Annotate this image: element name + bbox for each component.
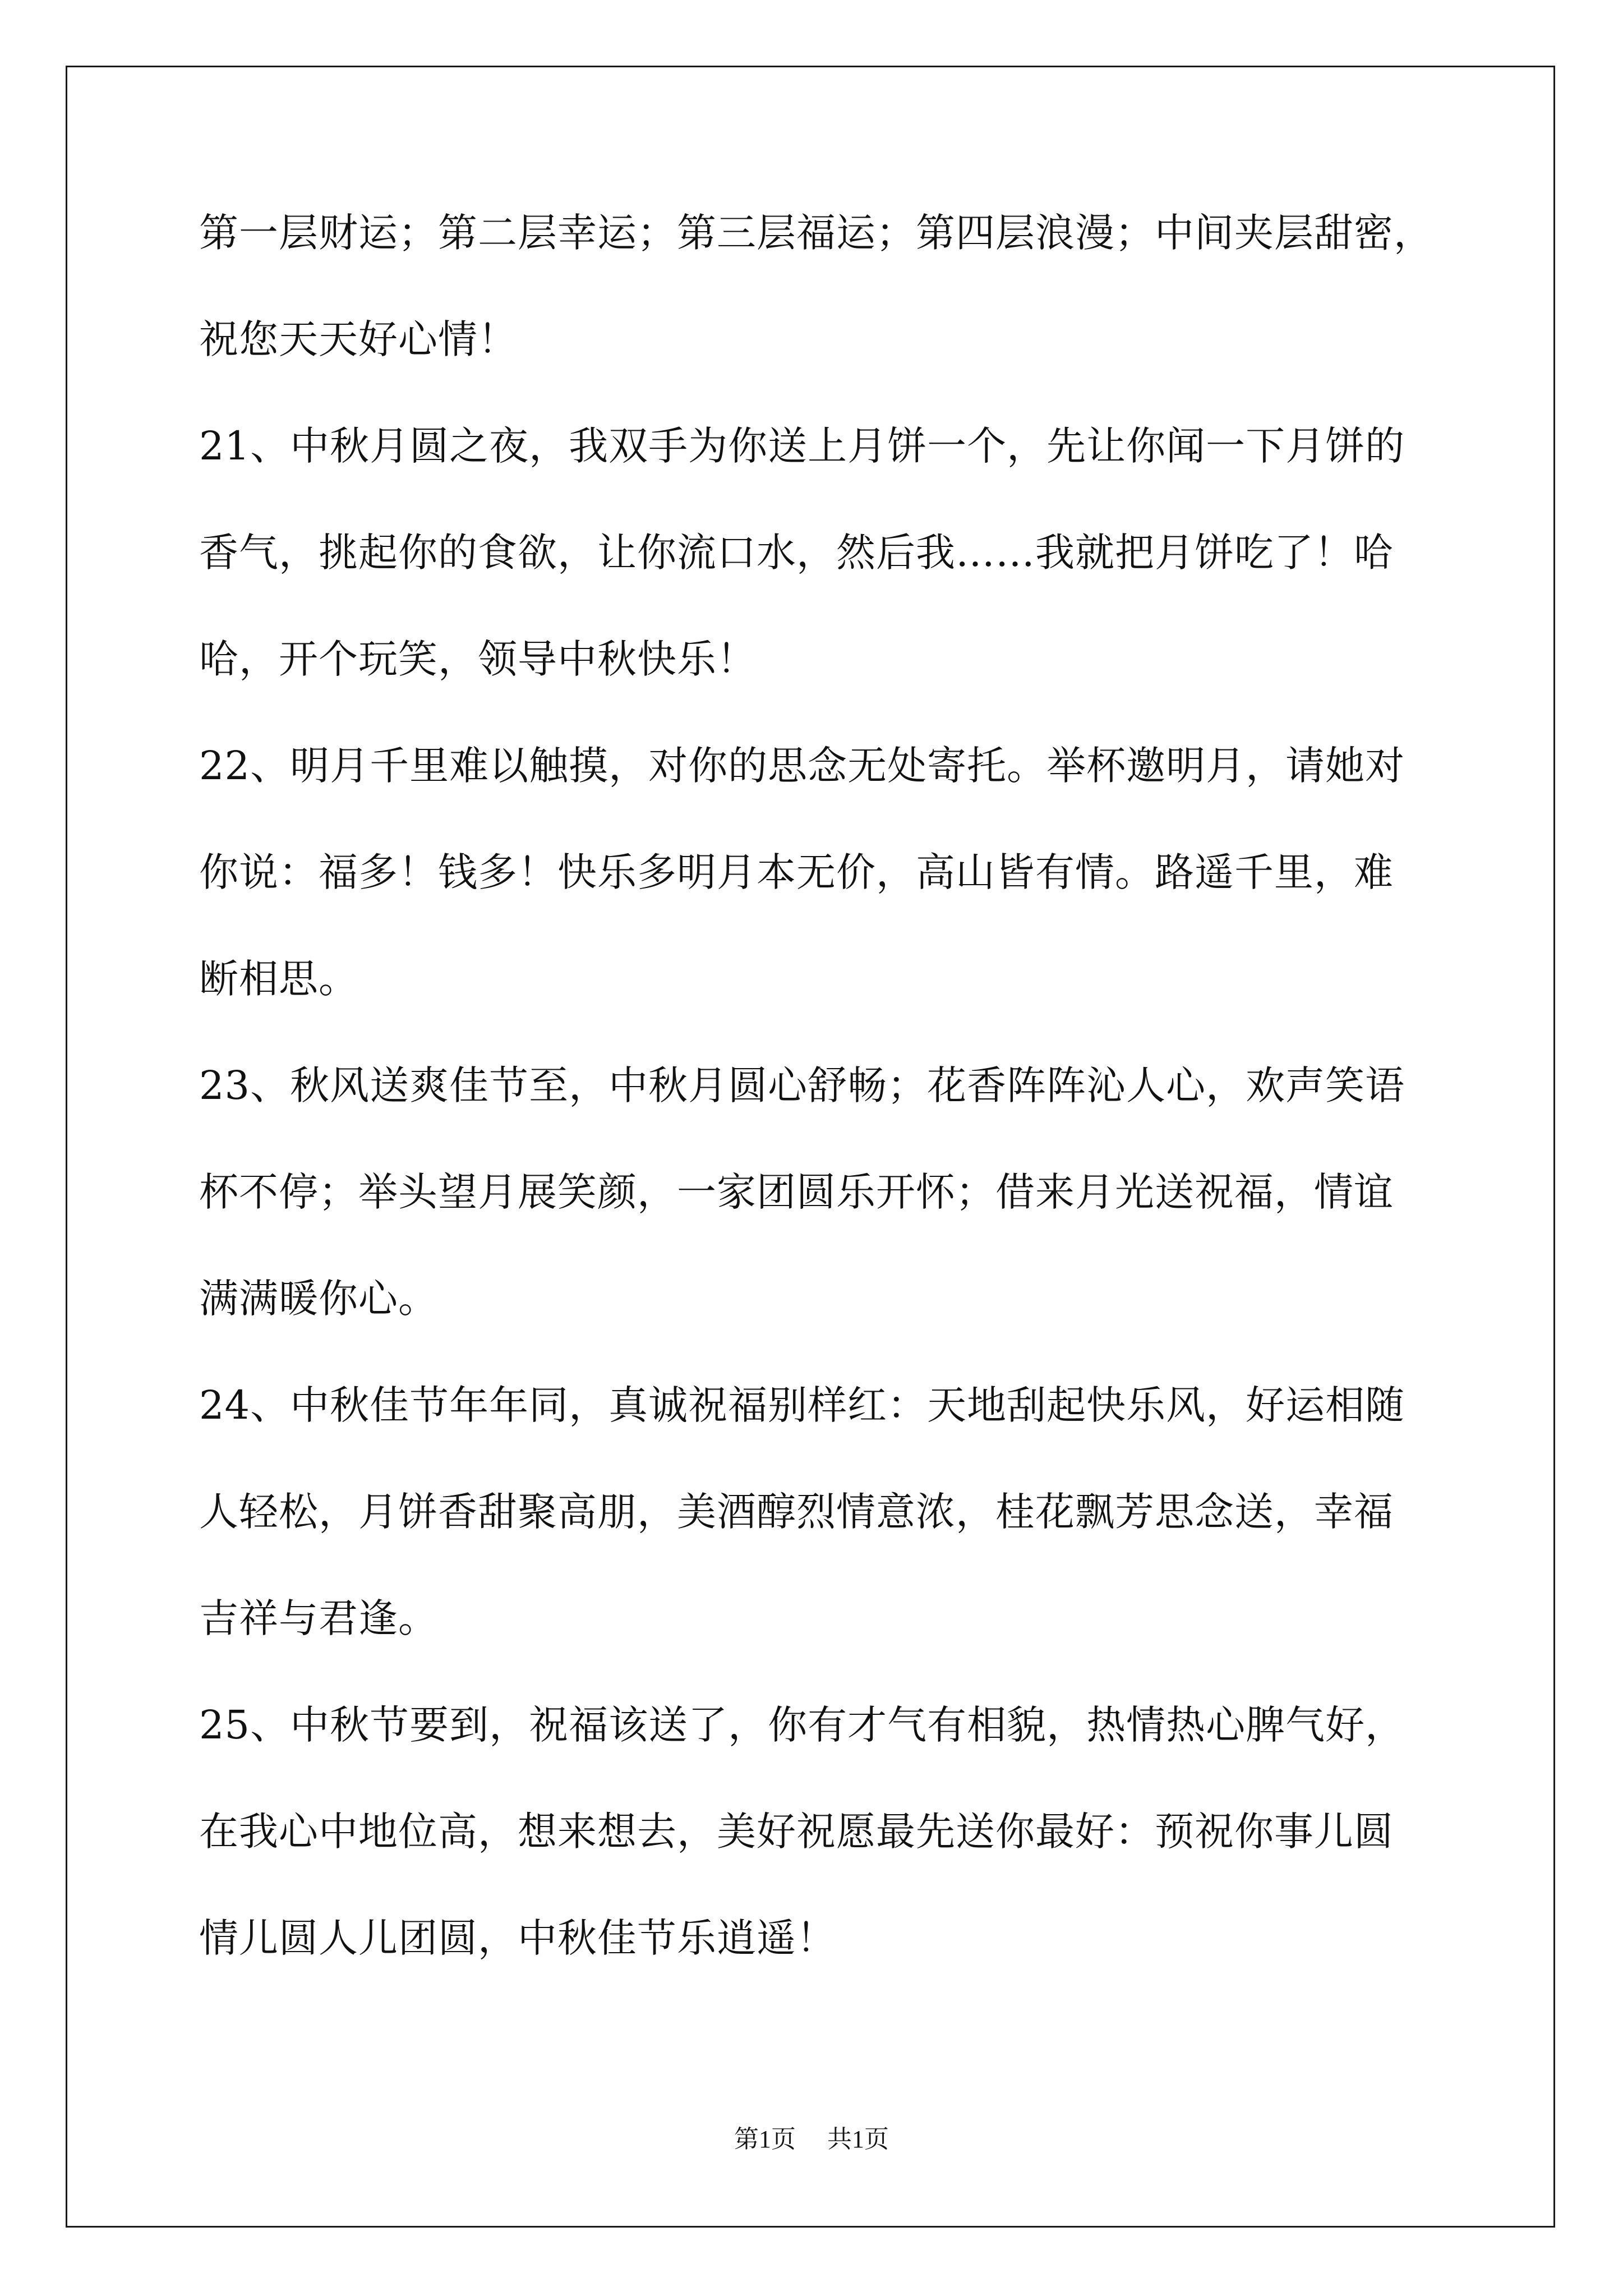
text-line: 23、秋风送爽佳节至，中秋月圆心舒畅；花香阵阵沁人心，欢声笑语 bbox=[199, 1062, 1405, 1108]
text-line: 21、中秋月圆之夜，我双手为你送上月饼一个，先让你闻一下月饼的 bbox=[199, 423, 1405, 469]
text-line: 哈，开个玩笑，领导中秋快乐！ bbox=[199, 636, 757, 682]
text-line: 香气，挑起你的食欲，让你流口水，然后我……我就把月饼吃了！哈 bbox=[199, 530, 1394, 576]
text-line: 人轻松，月饼香甜聚高朋，美酒醇烈情意浓，桂花飘芳思念送，幸福 bbox=[199, 1489, 1394, 1535]
page-total: 共1页 bbox=[827, 2125, 889, 2153]
text-line: 吉祥与君逢。 bbox=[199, 1595, 438, 1641]
text-line: 你说：福多！钱多！快乐多明月本无价，高山皆有情。路遥千里，难 bbox=[199, 849, 1394, 895]
text-line: 在我心中地位高，想来想去，美好祝愿最先送你最好：预祝你事儿圆 bbox=[199, 1809, 1394, 1855]
text-line: 24、中秋佳节年年同，真诚祝福别样红：天地刮起快乐风，好运相随 bbox=[199, 1382, 1405, 1428]
text-line: 杯不停；举头望月展笑颜，一家团圆乐开怀；借来月光送祝福，情谊 bbox=[199, 1169, 1394, 1215]
text-line: 第一层财运；第二层幸运；第三层福运；第四层浪漫；中间夹层甜密， bbox=[199, 210, 1433, 256]
text-line: 断相思。 bbox=[199, 956, 358, 1002]
text-line: 25、中秋节要到，祝福该送了，你有才气有相貌，热情热心脾气好， bbox=[199, 1702, 1405, 1748]
page-footer bbox=[0, 2127, 1623, 2152]
text-line: 22、明月千里难以触摸，对你的思念无处寄托。举杯邀明月，请她对 bbox=[199, 743, 1405, 789]
document-body bbox=[199, 210, 1455, 2025]
text-line: 祝您天天好心情！ bbox=[199, 316, 518, 362]
text-line: 情儿圆人儿团圆，中秋佳节乐逍遥！ bbox=[199, 1915, 836, 1961]
page-number: 第1页 bbox=[734, 2125, 796, 2153]
text-line: 满满暖你心。 bbox=[199, 1276, 438, 1322]
